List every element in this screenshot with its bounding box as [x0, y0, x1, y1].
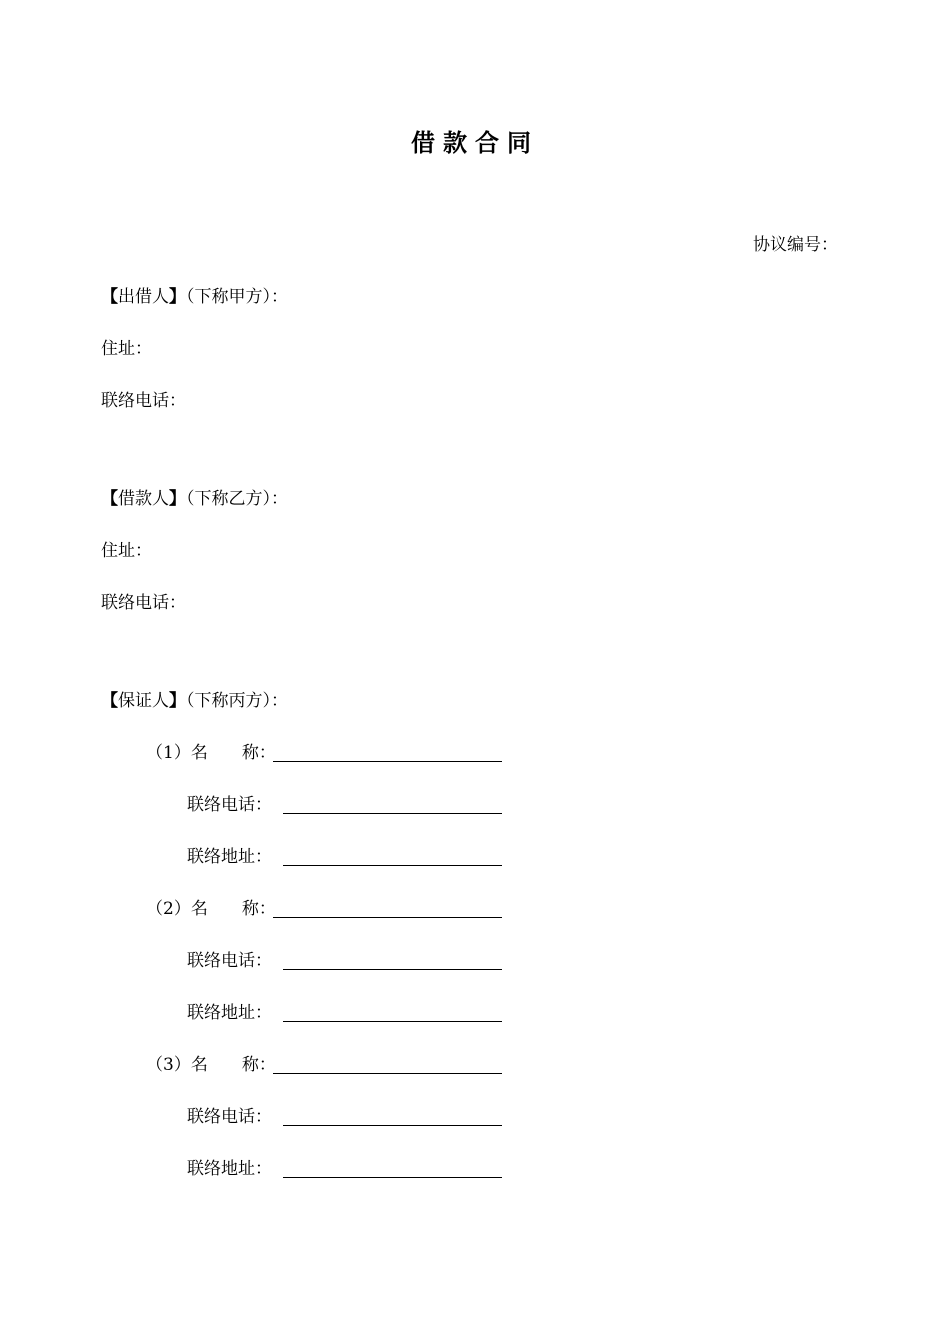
guarantor-1-name-field[interactable]	[146, 740, 506, 766]
guarantor-2-name-field[interactable]	[146, 896, 506, 922]
guarantor-2-phone-label: 联络电话：	[187, 951, 272, 971]
guarantor-1-phone-field[interactable]	[187, 792, 507, 818]
guarantor-3-phone-blank[interactable]	[283, 1125, 502, 1126]
guarantor-3-index: （3）	[146, 1055, 191, 1075]
lender-phone-label: 联络电话：	[101, 391, 186, 411]
guarantor-heading: 【保证人】（下称丙方）：	[101, 691, 288, 711]
guarantor-3-name-field[interactable]	[146, 1052, 506, 1078]
lender-address-label: 住址：	[101, 339, 152, 359]
borrower-heading-suffix: （下称乙方）：	[186, 489, 288, 509]
guarantor-2-phone-field[interactable]	[187, 948, 507, 974]
borrower-phone-label: 联络电话：	[101, 593, 186, 613]
guarantor-2-address-blank[interactable]	[283, 1021, 502, 1022]
guarantor-3-phone-label: 联络电话：	[187, 1107, 272, 1127]
guarantor-heading-suffix: （下称丙方）：	[186, 691, 288, 711]
borrower-role: 借款人	[118, 489, 169, 509]
guarantor-1-name-blank[interactable]	[273, 761, 502, 762]
borrower-address-label: 住址：	[101, 541, 152, 561]
borrower-heading: 【借款人】（下称乙方）：	[101, 489, 288, 509]
guarantor-3-name-blank[interactable]	[273, 1073, 502, 1074]
guarantor-3-address-blank[interactable]	[283, 1177, 502, 1178]
guarantor-3-address-field[interactable]	[187, 1156, 507, 1182]
guarantor-1-phone-label: 联络电话：	[187, 795, 272, 815]
guarantor-2-address-label: 联络地址：	[187, 1003, 272, 1023]
lender-heading-suffix: （下称甲方）：	[186, 287, 288, 307]
guarantor-1-address-blank[interactable]	[283, 865, 502, 866]
guarantor-2-phone-blank[interactable]	[283, 969, 502, 970]
guarantor-3-address-label: 联络地址：	[187, 1159, 272, 1179]
guarantor-2-index: （2）	[146, 899, 191, 919]
guarantor-1-index: （1）	[146, 743, 191, 763]
guarantor-3-name-label: 名 称：	[190, 1055, 276, 1075]
lender-role: 出借人	[118, 287, 169, 307]
lender-heading: 【出借人】（下称甲方）：	[101, 287, 288, 307]
guarantor-3-phone-field[interactable]	[187, 1104, 507, 1130]
guarantor-role: 保证人	[118, 691, 169, 711]
guarantor-1-address-field[interactable]	[187, 844, 507, 870]
guarantor-1-name-label: 名 称：	[190, 743, 276, 763]
guarantor-1-address-label: 联络地址：	[187, 847, 272, 867]
guarantor-2-name-label: 名 称：	[190, 899, 276, 919]
guarantor-2-address-field[interactable]	[187, 1000, 507, 1026]
guarantor-2-name-blank[interactable]	[273, 917, 502, 918]
document-title: 借款合同	[411, 128, 539, 157]
guarantor-1-phone-blank[interactable]	[283, 813, 502, 814]
agreement-number-label: 协议编号：	[753, 235, 838, 255]
